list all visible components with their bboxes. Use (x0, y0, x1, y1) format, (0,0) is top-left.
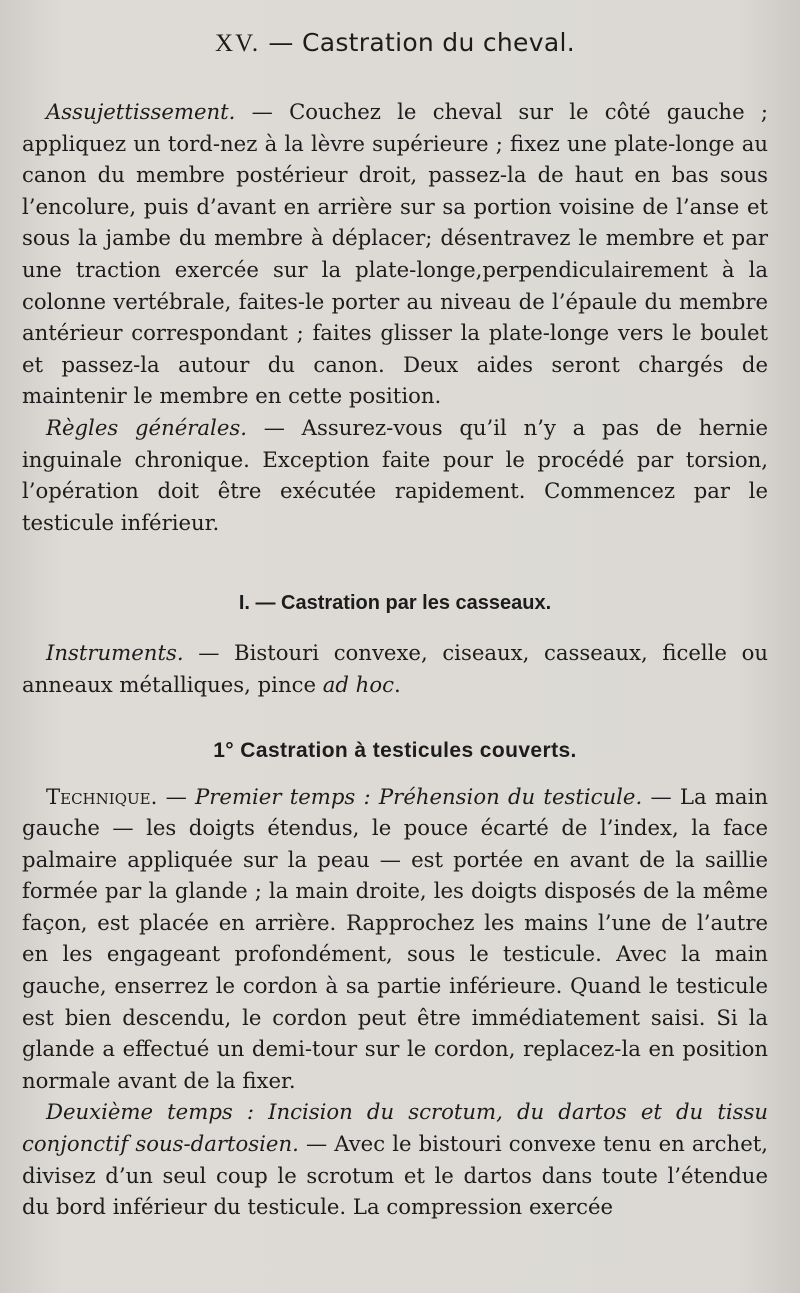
paragraph-assujettissement (22, 96, 768, 412)
section-title: I. — Castration par les casseaux. (238, 592, 552, 615)
paragraph-lead-smallcaps: Technique. (46, 783, 158, 809)
paragraph-end: . (393, 671, 401, 697)
chapter-dash: — (260, 28, 302, 57)
paragraph-lead: Règles générales. (46, 414, 247, 440)
paragraph-separator: — (157, 783, 196, 809)
subsection-title: 1° Castration à testicules couverts. (213, 738, 577, 762)
paragraph-text: — Couchez le cheval sur le côté gauche ; appliquez un tord-nez à la lèvre supérieure ; fixez une plate-longe au canon du membre postérieur droit, passez-la de haut en bas sous l’encolure, puis d’avant en arrière sur sa portion voisine de l’anse et sous la jambe du membre à déplacer; désentravez le membre et par une traction exercée sur la plate-longe,perpendiculairement à la colonne vertébrale, faites-le porter au niveau de l’épaule du membre antérieur correspondant ; faites glisser la plate-longe vers le boulet et passez-la autour du canon. Deux aides seront chargés de maintenir le membre en cette position. (22, 99, 768, 409)
chapter-number: XV. (215, 30, 261, 57)
paragraph-lead-italic: Premier temps : Préhension du testicule. (195, 783, 643, 809)
paragraph-italic-term: ad hoc (322, 671, 394, 697)
paragraph-text: — La main gauche — les doigts étendus, le pouce écarté de l’index, la face palmaire appliquée sur la peau — est portée en avant de la saillie formée par la glande ; la main droite, les doigts disposés de la même façon, est placée en arrière. Rapprochez les mains l’une de l’autre en les engageant profondément, sous le testicule. Avec la main gauche, enserrez le cordon à sa partie inférieure. Quand le testicule est bien descendu, le cordon peut être immédiatement saisi. Si la glande a effectué un demi-tour sur le cordon, replacez-la en position normale avant de la fixer. (22, 783, 768, 1093)
paragraph-text: — Bistouri convexe, ciseaux, casseaux, ficelle ou anneaux métalliques, pince (22, 640, 768, 697)
paragraph-lead: Deuxième temps : Incision du scrotum, du dartos et du tissu conjonctif sous-dartosien. (22, 1099, 768, 1157)
paragraph-text: — Assurez-vous qu’il n’y a pas de hernie inguinale chronique. Exception faite pour le procédé par torsion, l’opération doit être exécutée rapidement. Commencez par le testicule inférieur. (22, 414, 768, 535)
paragraph-regles-generales (22, 412, 768, 538)
paragraph-lead: Assujettissement. (46, 99, 236, 124)
paragraph-technique (22, 781, 768, 1097)
paragraph-instruments (22, 637, 768, 700)
paragraph-deuxieme-temps (22, 1096, 768, 1222)
chapter-title-text: Castration du cheval. (301, 28, 575, 57)
paragraph-lead: Instruments. (46, 640, 184, 666)
chapter-title (22, 28, 768, 58)
paragraph-text: — Avec le bistouri convexe tenu en archet, divisez d’un seul coup le scrotum et le dartos dans toute l’étendue du bord inférieur du testicule. La compression exercée (22, 1131, 768, 1220)
page-content (22, 24, 768, 1223)
